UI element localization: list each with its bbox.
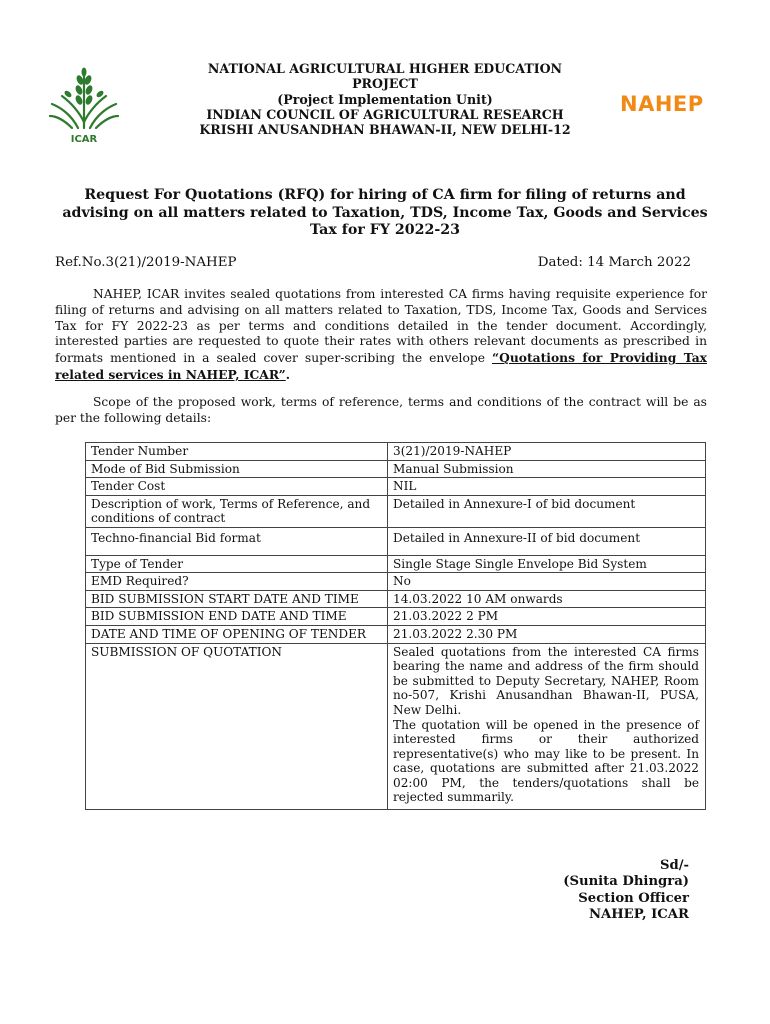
table-value: Single Stage Single Envelope Bid System	[388, 555, 706, 573]
submission-instructions: Sealed quotations from the interested CA firms bearing the name and address of the firm should be submitted to Deputy Secretary, NAHEP, Room no-507, Krishi Anusandhan Bhawan-II, PUSA, New Delhi.	[393, 644, 699, 717]
table-row	[86, 495, 706, 527]
icar-logo	[48, 66, 120, 146]
nahep-logo	[620, 92, 724, 122]
tender-details-table	[85, 442, 706, 810]
table-row	[86, 573, 706, 591]
table-key: BID SUBMISSION END DATE AND TIME	[86, 608, 388, 626]
table-row	[86, 625, 706, 643]
table-row	[86, 643, 706, 810]
table-value: 3(21)/2019-NAHEP	[388, 443, 706, 461]
table-value: 21.03.2022 2 PM	[388, 608, 706, 626]
table-row	[86, 527, 706, 555]
table-row	[86, 608, 706, 626]
table-value: NIL	[388, 478, 706, 496]
document-date: Dated: 14 March 2022	[537, 255, 691, 270]
table-key: Tender Number	[86, 443, 388, 461]
table-value	[388, 643, 706, 810]
table-key: Type of Tender	[86, 555, 388, 573]
table-row	[86, 555, 706, 573]
table-value: Detailed in Annexure-II of bid document	[388, 527, 706, 555]
signature-block	[520, 858, 689, 924]
table-row	[86, 590, 706, 608]
signatory-organization: NAHEP, ICAR	[588, 907, 689, 923]
table-key: Tender Cost	[86, 478, 388, 496]
signatory-designation: Section Officer	[578, 890, 689, 906]
reference-number: Ref.No.3(21)/2019-NAHEP	[55, 255, 237, 270]
scope-text: Scope of the proposed work, terms of reference, terms and conditions of the contract will be as per the following details:	[55, 395, 707, 425]
intro-end: .	[285, 366, 290, 382]
table-key: BID SUBMISSION START DATE AND TIME	[86, 590, 388, 608]
intro-text: NAHEP, ICAR invites sealed quotations from interested CA firms having requisite experience for filing of returns and advising on all matters related to Taxation, TDS, Income Tax, Goods and Services Tax for FY 2022-23 as per terms and conditions detailed in the tender document. Accordingly, interested parties are requested to quote their rates with others relevant documents as prescribed in formats mentioned in a sealed cover super-scribing the envelope	[55, 287, 707, 366]
nahep-logo-text: NAHEP	[620, 92, 704, 116]
header-line-2: PROJECT	[352, 76, 418, 92]
table-key: EMD Required?	[86, 573, 388, 591]
table-row	[86, 460, 706, 478]
table-key: Mode of Bid Submission	[86, 460, 388, 478]
table-value: 21.03.2022 2.30 PM	[388, 625, 706, 643]
header-line-1: NATIONAL AGRICULTURAL HIGHER EDUCATION	[207, 61, 563, 76]
document-title: Request For Quotations (RFQ) for hiring of CA firm for filing of returns and advising on all matters related to Taxation, TDS, Income Tax, Goods and Services Tax for FY 2022-23	[62, 187, 708, 238]
signature-sd: Sd/-	[659, 858, 689, 873]
signatory-name: (Sunita Dhingra)	[563, 874, 689, 890]
icar-wheat-icon	[48, 66, 120, 134]
letterhead	[150, 61, 620, 137]
table-value: Manual Submission	[388, 460, 706, 478]
header-line-5: KRISHI ANUSANDHAN BHAWAN-II, NEW DELHI-12	[199, 122, 571, 138]
table-key: SUBMISSION OF QUOTATION	[86, 643, 388, 810]
scope-paragraph	[55, 395, 707, 427]
header-line-3: (Project Implementation Unit)	[277, 91, 493, 107]
table-row	[86, 443, 706, 461]
envelope-superscription: “Quotations for Providing Tax related services in NAHEP, ICAR”	[55, 350, 707, 382]
header-line-4: INDIAN COUNCIL OF AGRICULTURAL RESEARCH	[206, 106, 564, 122]
opening-instructions: The quotation will be opened in the presence of interested firms or their authorized representative(s) who may like to be present. In case, quotations are submitted after 21.03.2022 02:00 PM, the tenders/quotations shall be rejected summarily.	[393, 717, 699, 805]
table-key: Techno-financial Bid format	[86, 527, 388, 555]
table-value: No	[388, 573, 706, 591]
table-key: DATE AND TIME OF OPENING OF TENDER	[86, 625, 388, 643]
reference-line	[55, 255, 691, 270]
table-key: Description of work, Terms of Reference, and conditions of contract	[86, 495, 388, 527]
icar-logo-text: ICAR	[70, 134, 98, 145]
table-row	[86, 478, 706, 496]
table-value: 14.03.2022 10 AM onwards	[388, 590, 706, 608]
intro-paragraph	[55, 287, 707, 384]
table-value: Detailed in Annexure-I of bid document	[388, 495, 706, 527]
